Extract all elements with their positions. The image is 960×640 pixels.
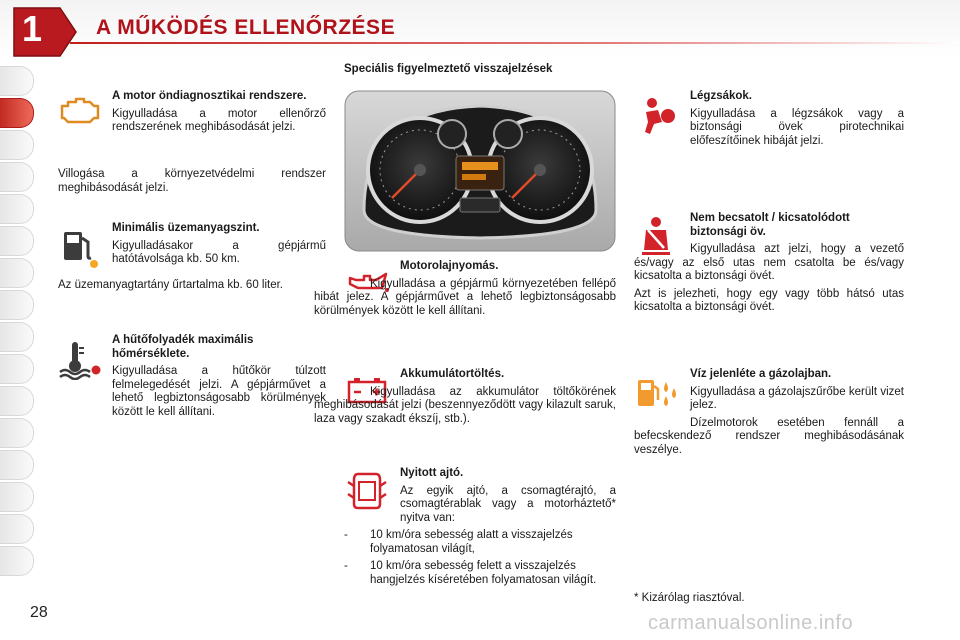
water-extra: Dízelmotorok esetében fennáll a befecskendező rendszer meghibásodásának veszélye. bbox=[634, 416, 904, 456]
fuel-title: Minimális üzemanyagszint. bbox=[112, 222, 260, 234]
fuel-extra: Az üzemanyagtartány űrtartalma kb. 60 liter. bbox=[58, 279, 283, 291]
battery-block bbox=[314, 368, 616, 426]
seatbelt-block bbox=[634, 212, 904, 315]
door-item-text: 10 km/óra sebesség alatt a visszajelzés folyamatosan világít, bbox=[370, 529, 573, 555]
airbag-text: Kigyulladása a légzsákok vagy a biztonsági övek pirotechnikai előfeszítőinek hibáját jelzi. bbox=[690, 107, 904, 147]
water-title: Víz jelenléte a gázolajban. bbox=[690, 368, 832, 380]
title-rule bbox=[70, 42, 960, 44]
chapter-number: 1 bbox=[22, 8, 43, 49]
list-item: - 10 km/óra sebesség alatt a visszajelzés folyamatosan világít, bbox=[344, 529, 616, 556]
door-item-text: 10 km/óra sebesség felett a visszajelzés hangjelzés kíséretében folyamatosan világít. bbox=[370, 560, 597, 586]
battery-title: Akkumulátortöltés. bbox=[400, 368, 505, 380]
chapter-tab[interactable] bbox=[0, 514, 34, 544]
water-block bbox=[634, 368, 904, 457]
chapter-tab[interactable] bbox=[0, 418, 34, 448]
door-title: Nyitott ajtó. bbox=[400, 467, 464, 479]
oil-text: Kigyulladása a gépjármű környezetében fellépő hibát jelez. A gépjárművet a lehető legbiztonságosabb körülmények között le kell állítani. bbox=[314, 277, 616, 317]
section-heading: Speciális figyelmeztető visszajelzések bbox=[344, 63, 553, 75]
seatbelt-extra: Azt is jelezheti, hogy egy vagy több hátsó utas kicsatolta a biztonsági övét. bbox=[634, 287, 904, 313]
chapter-tab[interactable] bbox=[0, 226, 34, 256]
chapter-tab[interactable] bbox=[0, 66, 34, 96]
chapter-tab-strip bbox=[0, 66, 34, 581]
chapter-tab[interactable] bbox=[0, 130, 34, 160]
battery-text: Kigyulladása az akkumulátor töltőkörének meghibásodását jelzi (beszennyeződött vagy kilazult saruk, laza vagy szakadt ékszíj, stb.). bbox=[314, 385, 616, 425]
airbag-icon bbox=[636, 96, 678, 136]
seatbelt-title: Nem becsatolt / kicsatolódott biztonsági öv. bbox=[690, 212, 850, 238]
page-title: A MŰKÖDÉS ELLENŐRZÉSE bbox=[96, 16, 396, 39]
oil-title: Motorolajnyomás. bbox=[400, 260, 499, 272]
chapter-tab-active[interactable] bbox=[0, 98, 34, 128]
engine-check-icon bbox=[56, 94, 102, 128]
engine-text: Kigyulladása a motor ellenőrző rendszerének meghibásodását jelzi. bbox=[112, 107, 326, 133]
door-text: Az egyik ajtó, a csomagtérajtó, a csomagtérablak vagy a motorháztető* nyitva van: bbox=[400, 484, 616, 524]
coolant-title: A hűtőfolyadék maximális hőmérséklete. bbox=[112, 334, 254, 360]
chapter-tab[interactable] bbox=[0, 482, 34, 512]
chapter-tab[interactable] bbox=[0, 194, 34, 224]
chapter-tab[interactable] bbox=[0, 290, 34, 320]
fuel-pump-icon bbox=[58, 226, 100, 268]
chapter-tab[interactable] bbox=[0, 546, 34, 576]
coolant-block bbox=[112, 334, 326, 419]
list-item: - 10 km/óra sebesség felett a visszajelzés hangjelzés kíséretében folyamatosan világít. bbox=[344, 560, 616, 587]
airbag-block bbox=[690, 90, 904, 148]
chapter-tab[interactable] bbox=[0, 354, 34, 384]
chapter-tab[interactable] bbox=[0, 258, 34, 288]
oil-block bbox=[314, 260, 616, 318]
watermark-text: carmanualsonline.info bbox=[648, 612, 854, 634]
engine-block bbox=[112, 90, 326, 135]
seatbelt-text: Kigyulladása azt jelzi, hogy a vezető és/vagy az első utas nem csatolta be és/vagy kicsatolta a biztonsági övét. bbox=[634, 243, 904, 282]
coolant-text: Kigyulladása a hűtőkör túlzott felmelegedését jelzi. A gépjárművet a lehető legbiztonságosabb körülmények között le kell állítani. bbox=[112, 365, 326, 418]
engine-title: A motor öndiagnosztikai rendszere. bbox=[112, 90, 307, 102]
chapter-tab[interactable] bbox=[0, 322, 34, 352]
fuel-text: Kigyulladásakor a gépjármű hatótávolsága kb. 50 km. bbox=[112, 239, 326, 265]
chapter-tab[interactable] bbox=[0, 450, 34, 480]
engine-extra: Villogása a környezetvédelmi rendszer meghibásodását jelzi. bbox=[58, 168, 326, 194]
airbag-title: Légzsákok. bbox=[690, 90, 752, 102]
instrument-cluster-illustration bbox=[344, 90, 616, 252]
chapter-tab[interactable] bbox=[0, 162, 34, 192]
page-number: 28 bbox=[30, 604, 48, 621]
coolant-temperature-icon bbox=[58, 340, 102, 380]
chapter-badge bbox=[10, 4, 80, 58]
fuel-block bbox=[112, 222, 326, 267]
water-text: Kigyulladása a gázolajszűrőbe került vizet jelez. bbox=[690, 385, 904, 411]
door-list bbox=[344, 529, 616, 587]
door-block bbox=[344, 467, 616, 587]
chapter-tab[interactable] bbox=[0, 386, 34, 416]
footnote: * Kizárólag riasztóval. bbox=[634, 592, 745, 604]
